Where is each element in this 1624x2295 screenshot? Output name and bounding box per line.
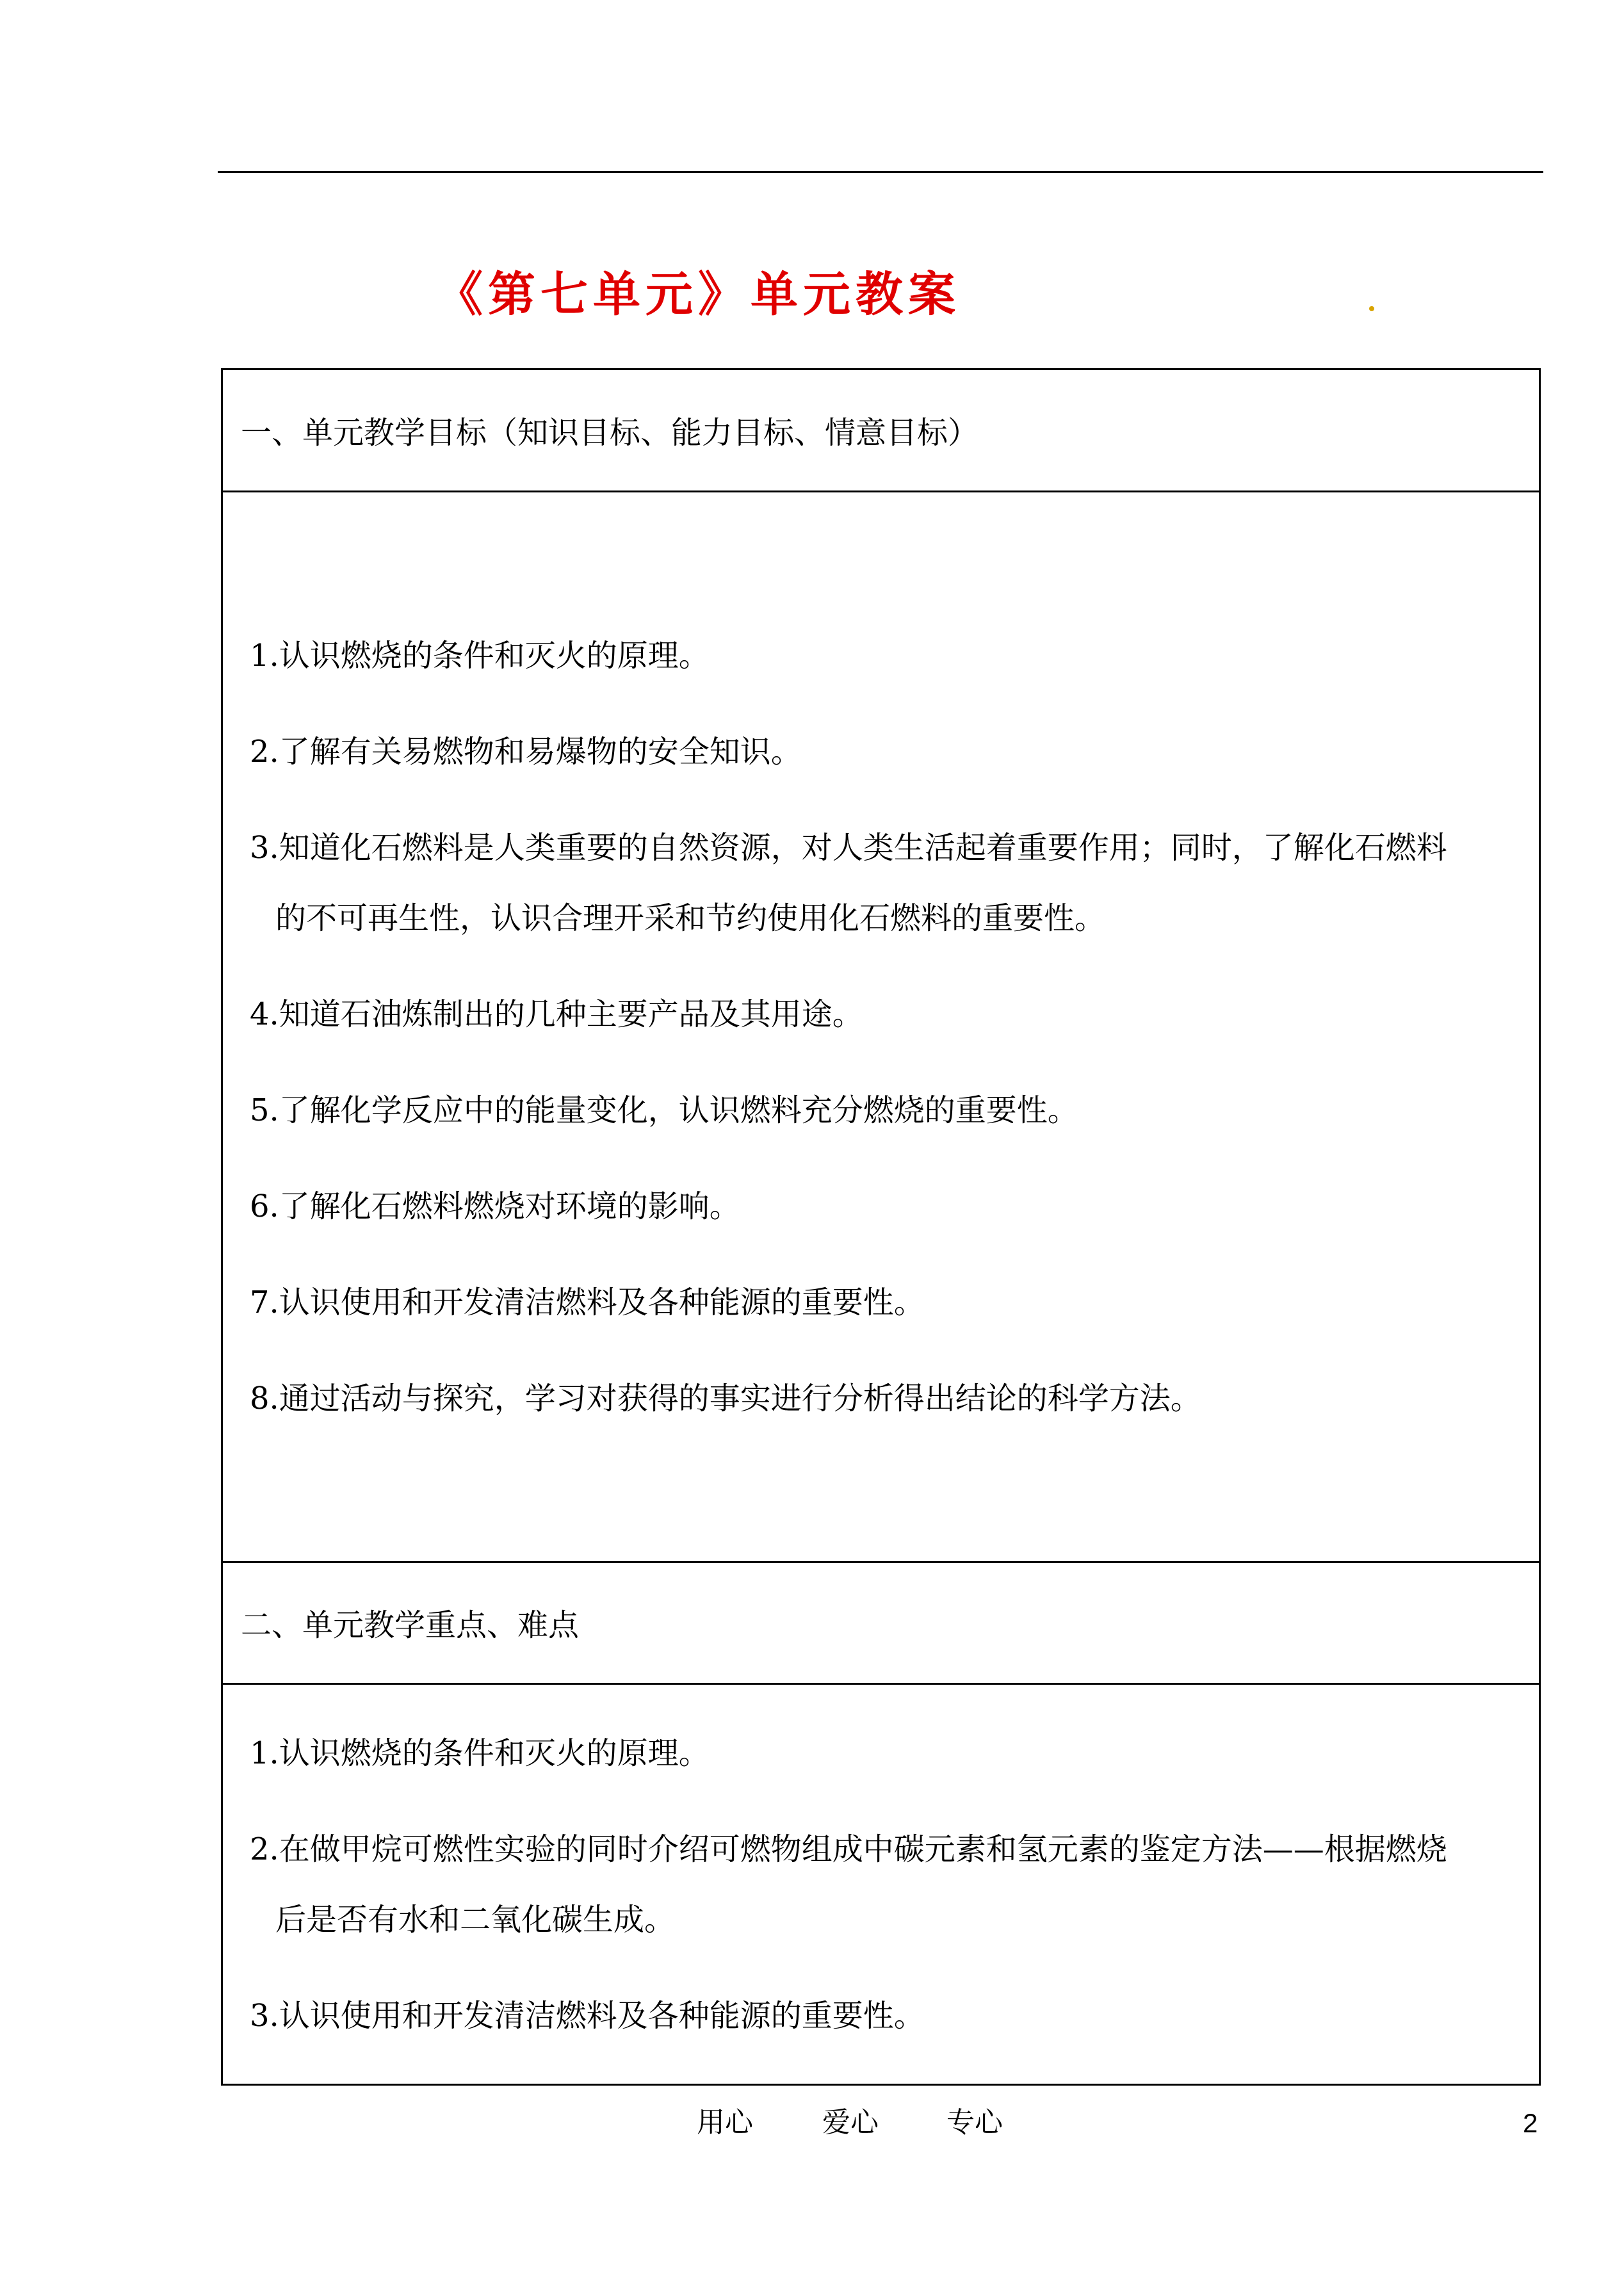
row-divider [223, 1683, 1539, 1685]
page-number: 2 [1523, 2108, 1538, 2138]
objective-item-6: 6.了解化石燃料燃烧对环境的影响。 [250, 1188, 740, 1224]
section2-heading: 二、单元教学重点、难点 [241, 1607, 580, 1643]
objective-item-4: 4.知道石油炼制出的几种主要产品及其用途。 [250, 996, 863, 1032]
document-title: 《第七单元》单元教案 [435, 267, 961, 322]
keypoint-item-3: 3.认识使用和开发清洁燃料及各种能源的重要性。 [250, 1998, 925, 2034]
objective-item-3-cont: 的不可再生性，认识合理开采和节约使用化石燃料的重要性。 [275, 900, 1106, 936]
lesson-plan-table [221, 368, 1541, 2086]
objective-item-1: 1.认识燃烧的条件和灭火的原理。 [250, 638, 710, 674]
section1-heading: 一、单元教学目标（知识目标、能力目标、情意目标） [241, 415, 979, 451]
objective-item-5: 5.了解化学反应中的能量变化，认识燃料充分燃烧的重要性。 [250, 1092, 1078, 1128]
footer-text-right: 专心 [946, 2106, 1003, 2139]
footer-text-middle: 爱心 [822, 2106, 879, 2139]
footer-text-left: 用心 [697, 2106, 753, 2139]
objective-item-3: 3.知道化石燃料是人类重要的自然资源，对人类生活起着重要作用；同时，了解化石燃料 [250, 830, 1447, 866]
objective-item-2: 2.了解有关易燃物和易爆物的安全知识。 [250, 734, 802, 770]
keypoint-item-1: 1.认识燃烧的条件和灭火的原理。 [250, 1735, 710, 1771]
decorative-dot [1369, 306, 1374, 311]
objective-item-7: 7.认识使用和开发清洁燃料及各种能源的重要性。 [250, 1285, 925, 1320]
keypoint-item-2: 2.在做甲烷可燃性实验的同时介绍可燃物组成中碳元素和氢元素的鉴定方法——根据燃烧 [250, 1831, 1447, 1867]
keypoint-item-2-cont: 后是否有水和二氧化碳生成。 [275, 1902, 676, 1938]
header-rule [218, 171, 1543, 173]
row-divider [223, 491, 1539, 492]
objective-item-8: 8.通过活动与探究，学习对获得的事实进行分析得出结论的科学方法。 [250, 1381, 1201, 1416]
row-divider [223, 1561, 1539, 1563]
